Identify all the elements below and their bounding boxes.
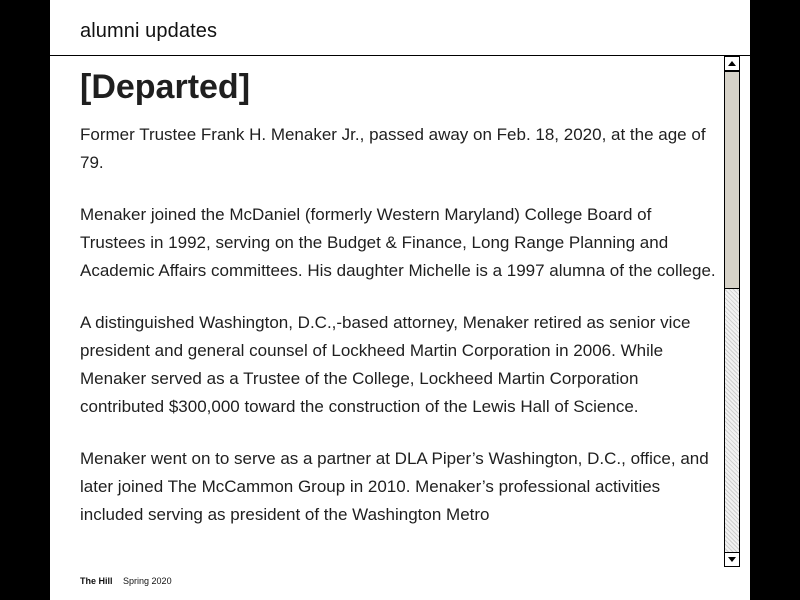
section-title: alumni updates (80, 20, 218, 42)
article-paragraph: Former Trustee Frank H. Menaker Jr., passed away on Feb. 18, 2020, at the age of 79. (80, 125, 706, 172)
page (50, 0, 750, 600)
article-paragraph: Menaker went on to serve as a partner at DLA Piper’s Washington, D.C., office, and later joined The McCammon Group in 2010. Menaker’s professional activities included serving as president of the Washington Metro (80, 449, 709, 524)
scroll-down-button[interactable] (725, 552, 739, 566)
article-scroll-area[interactable] (50, 56, 740, 566)
arrow-up-icon (728, 61, 736, 66)
header (50, 0, 750, 56)
arrow-down-icon (728, 557, 736, 562)
vertical-scrollbar[interactable] (724, 56, 740, 567)
article-content (80, 66, 720, 553)
footer (80, 576, 172, 586)
scroll-up-button[interactable] (725, 57, 739, 71)
article-paragraph: A distinguished Washington, D.C.,-based attorney, Menaker retired as senior vice president and general counsel of Lockheed Martin Corporation in 2006. While Menaker served as a Trustee of the College, Lockheed Martin Corporation contributed $300,000 toward the construction of the Lewis Hall of Science. (80, 313, 691, 416)
publication-name: The Hill (80, 576, 113, 586)
scroll-thumb[interactable] (725, 71, 739, 289)
article-title: [Departed] (80, 68, 251, 106)
article-paragraph: Menaker joined the McDaniel (formerly Western Maryland) College Board of Trustees in 1992, serving on the Budget & Finance, Long Range Planning and Academic Affairs committees. His daughter Michelle is a 1997 alumna of the college. (80, 205, 716, 280)
issue-label: Spring 2020 (123, 576, 172, 586)
